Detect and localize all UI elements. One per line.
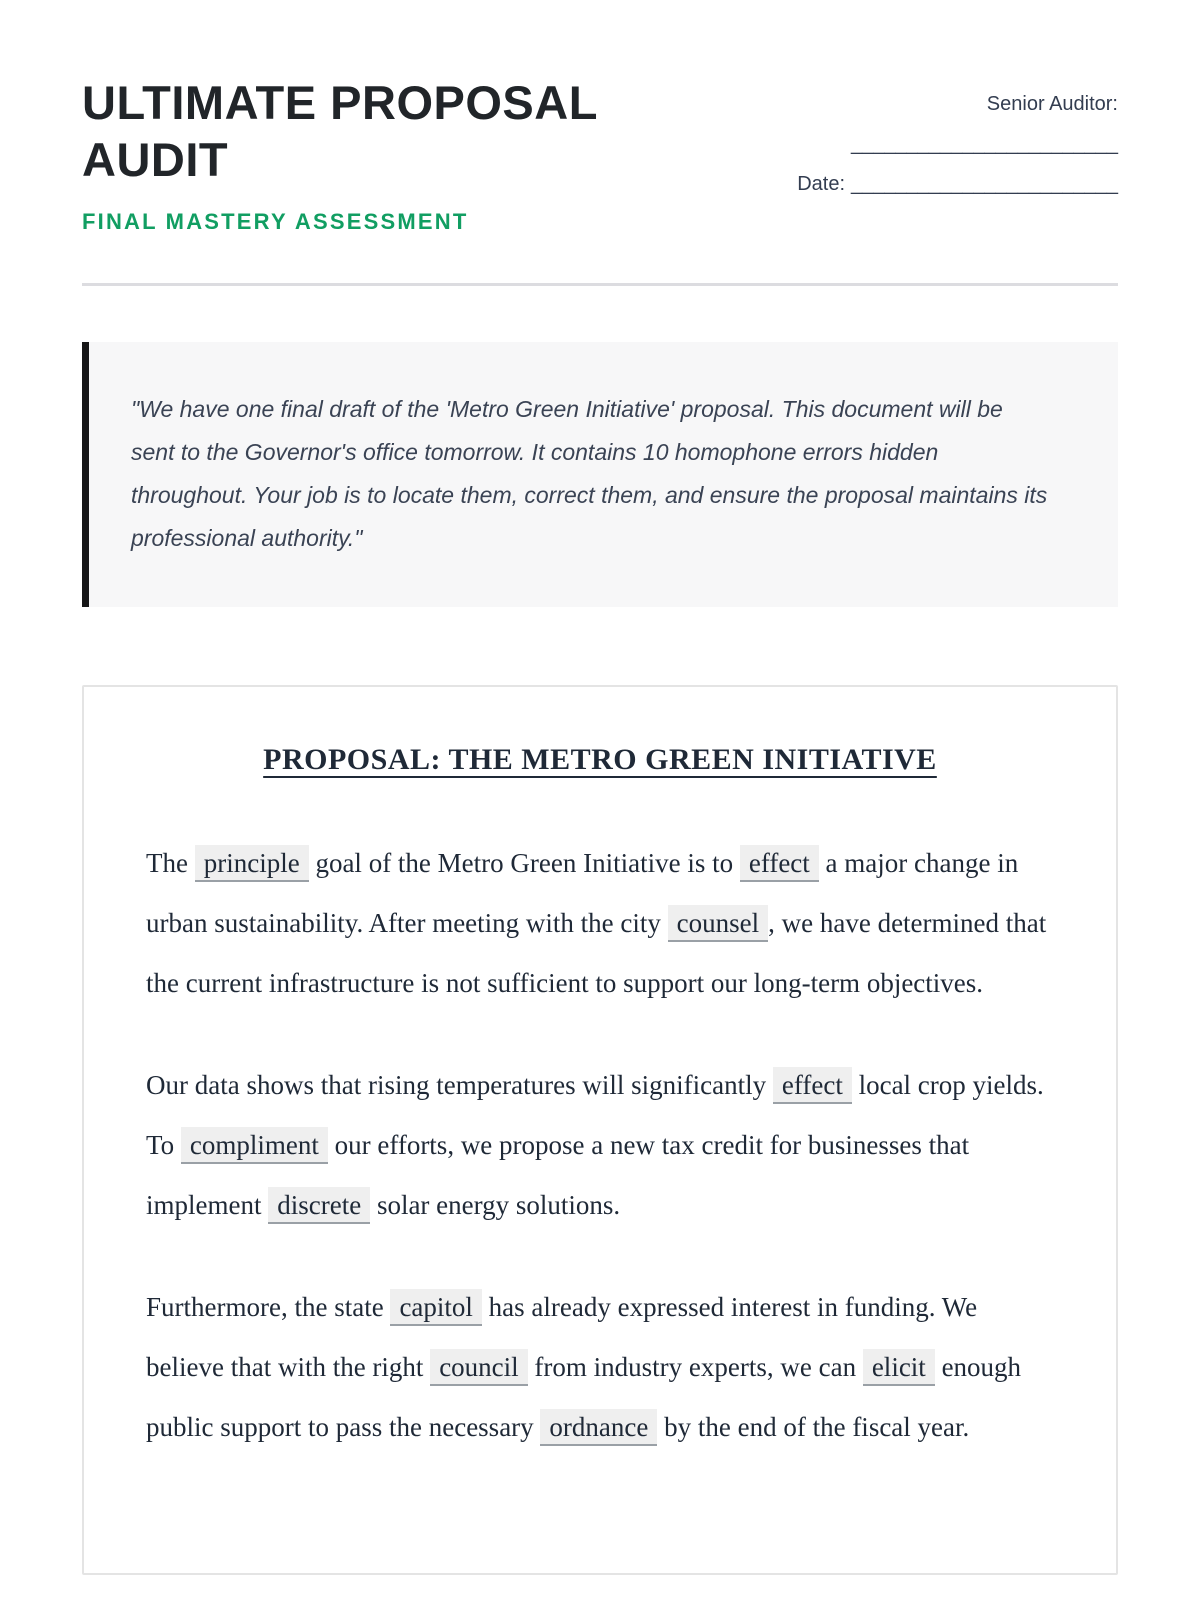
homophone-word[interactable]: principle	[195, 845, 309, 882]
homophone-word[interactable]: ordnance	[540, 1409, 657, 1446]
senior-auditor-blank-line: ________________________	[851, 133, 1118, 155]
homophone-word[interactable]: capitol	[390, 1289, 481, 1326]
title-block	[82, 74, 742, 235]
examiner-brief-text: "We have one final draft of the 'Metro Green Initiative' proposal. This document will be sent to the Governor's office tomorrow. It contains 10 homophone errors hidden throughout. Your job is to locate them, correct them, and ensure the proposal maintains its professional authority."	[131, 395, 1048, 552]
homophone-word[interactable]: compliment	[181, 1127, 328, 1164]
homophone-word[interactable]: council	[430, 1349, 527, 1386]
homophone-word[interactable]: elicit	[863, 1349, 935, 1386]
homophone-word[interactable]: effect	[740, 845, 819, 882]
proposal-paragraph: Furthermore, the state capitol has already expressed interest in funding. We believe that with the right council from industry experts, we can elicit enough public support to pass the necessary ordnance by the end of the fiscal year.	[146, 1277, 1054, 1457]
homophone-word[interactable]: counsel	[668, 905, 768, 942]
proposal-paragraph: The principle goal of the Metro Green Initiative is to effect a major change in urban sustainability. After meeting with the city counsel , we have determined that the current infrastructure is not sufficient to support our long-term objectives.	[146, 833, 1054, 1013]
date-label: Date:	[797, 173, 846, 195]
proposal-document	[82, 685, 1118, 1575]
signature-block	[797, 74, 1118, 204]
date-row	[797, 164, 1118, 204]
senior-auditor-label: Senior Auditor:	[986, 93, 1118, 115]
header-divider	[82, 283, 1118, 286]
proposal-body	[146, 833, 1054, 1457]
header	[82, 74, 1118, 235]
homophone-word[interactable]: effect	[773, 1067, 852, 1104]
page-title: ULTIMATE PROPOSAL AUDIT	[82, 76, 598, 187]
homophone-word[interactable]: discrete	[268, 1187, 370, 1224]
proposal-paragraph: Our data shows that rising temperatures will significantly effect local crop yields. To compliment our efforts, we propose a new tax credit for businesses that implement discrete solar energy solutions.	[146, 1055, 1054, 1235]
page-subtitle: FINAL MASTERY ASSESSMENT	[82, 208, 469, 234]
proposal-heading: PROPOSAL: THE METRO GREEN INITIATIVE	[263, 742, 937, 776]
date-blank-line: ________________________	[851, 173, 1118, 195]
examiner-brief-quote-block	[82, 342, 1118, 607]
